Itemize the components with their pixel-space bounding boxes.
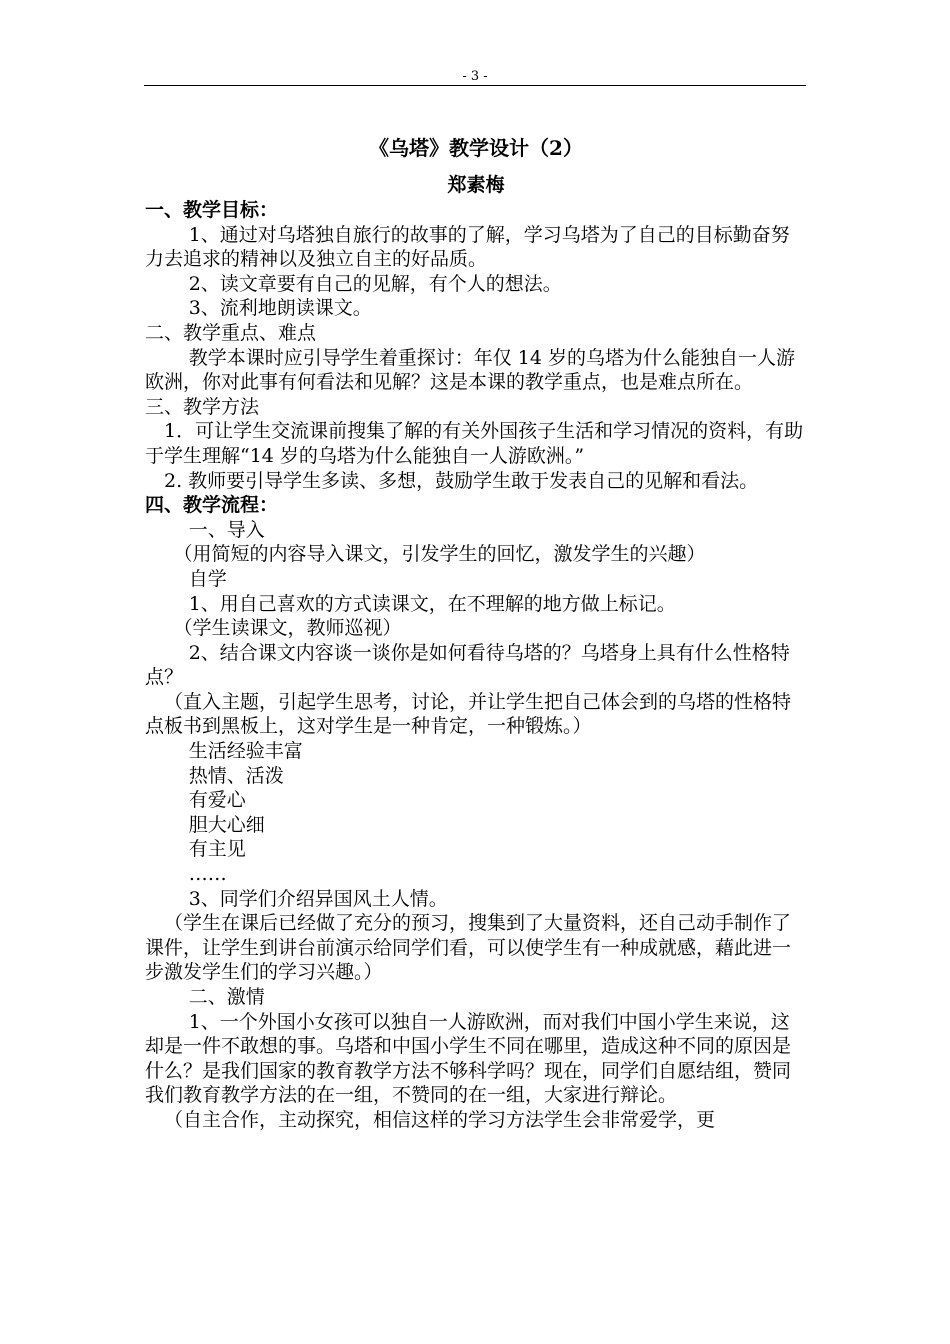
process-step-inspire: 二、激情 — [188, 986, 265, 1008]
inspire-item-1: 1、一个外国小女孩可以独自一人游欧洲，而对我们中国小学生来说，这却是一件不敢想的事。乌塔和中国小学生不同在哪里，造成这种不同的原因是什么？是我们国家的教育教学方法不够科学吗？现在，同学们自愿结组，赞同我们教育教学方法的在一组，不赞同的在一组，大家进行辩论。 — [145, 1010, 792, 1107]
header-rule — [144, 85, 806, 86]
method-item-1: 1．可让学生交流课前搜集了解的有关外国孩子生活和学习情况的资料，有助于学生理解“14 岁的乌塔为什么能独自一人游欧洲。” — [145, 420, 804, 467]
section-heading-goals: 一、教学目标： — [145, 199, 279, 221]
page-number: - 3 - — [462, 69, 488, 84]
trait-item: 生活经验丰富 — [188, 740, 303, 763]
trait-item: 有主见 — [188, 838, 246, 861]
author-name: 郑素梅 — [447, 174, 505, 196]
section-heading-methods: 三、教学方法 — [145, 395, 260, 418]
self-study-note-2: （直入主题，引起学生思考，讨论，并让学生把自己体会到的乌塔的性格特点板书到黑板上，这对学生是一种肯定，一种锻炼。） — [145, 690, 792, 738]
inspire-note: （自主合作，主动探究，相信这样的学习方法学生会非常爱学，更 — [164, 1108, 716, 1131]
process-step-self-study: 自学 — [188, 567, 227, 590]
self-study-item-3: 3、同学们介绍异国风土人情。 — [188, 887, 448, 910]
goal-item-3: 3、流利地朗读课文。 — [188, 297, 372, 320]
process-intro-note: （用简短的内容导入课文，引发学生的回忆，激发学生的兴趣） — [173, 543, 706, 566]
document-title: 《乌塔》教学设计（2） — [369, 136, 583, 160]
document-body — [145, 134, 807, 1133]
goal-item-2: 2、读文章要有自己的见解，有个人的想法。 — [188, 272, 562, 295]
self-study-note-1: （学生读课文，教师巡视） — [173, 617, 402, 640]
trait-item: 热情、活泼 — [188, 764, 284, 787]
self-study-item-1: 1、用自己喜欢的方式读课文，在不理解的地方做上标记。 — [188, 592, 676, 615]
key-points-paragraph: 教学本课时应引导学生着重探讨：年仅 14 岁的乌塔为什么能独自一人游欧洲，你对此事有何看法和见解？这是本课的教学重点，也是难点所在。 — [145, 346, 795, 394]
method-item-2: 2. 教师要引导学生多读、多想，鼓励学生敢于发表自己的见解和看法。 — [164, 469, 759, 492]
section-heading-key-points: 二、教学重点、难点 — [145, 321, 317, 344]
section-heading-process: 四、教学流程： — [145, 494, 279, 517]
process-step-intro: 一、导入 — [188, 518, 265, 541]
trait-item: 胆大心细 — [188, 813, 265, 836]
self-study-note-3: （学生在课后已经做了充分的预习，搜集到了大量资料，还自己动手制作了课件，让学生到讲台前演示给同学们看，可以使学生有一种成就感，藉此进一步激发学生们的学习兴趣。） — [145, 912, 792, 984]
self-study-item-2: 2、结合课文内容谈一谈你是如何看待乌塔的？乌塔身上具有什么性格特点？ — [145, 641, 790, 689]
trait-item: 有爱心 — [188, 789, 246, 812]
goal-item-1: 1、通过对乌塔独自旅行的故事的了解，学习乌塔为了自己的目标勤奋努力去追求的精神以及独立自主的好品质。 — [145, 223, 790, 271]
trait-ellipsis: …… — [188, 863, 227, 886]
